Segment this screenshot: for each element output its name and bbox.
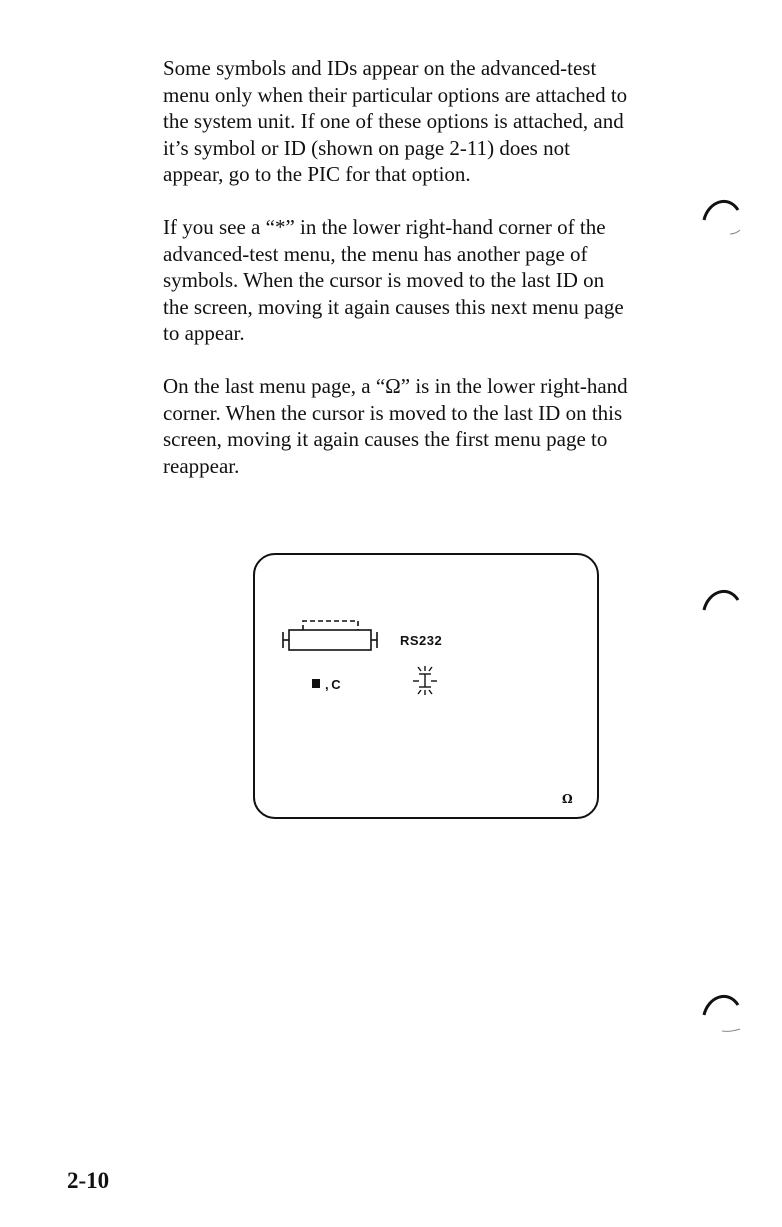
page-marker-omega: Ω [562, 792, 573, 806]
text-line: reappear. [163, 453, 240, 478]
paragraph-options-symbols [163, 55, 723, 188]
text-line: If you see a “*” in the lower right-hand corner of the [163, 215, 606, 239]
text-line: the screen, moving it again causes this next menu page [163, 294, 624, 319]
paragraph-last-page [163, 373, 723, 479]
binder-hole-icon [700, 580, 744, 630]
cursor-sparkle-icon [413, 666, 437, 695]
page-number: 2-10 [67, 1168, 110, 1193]
text-line: corner. When the cursor is moved to the last ID on this [163, 400, 623, 425]
text-line: advanced-test menu, the menu has another page of [163, 241, 588, 266]
paragraph-next-page [163, 214, 723, 347]
text-line: On the last menu page, a “Ω” is in the lower right-hand [163, 374, 628, 398]
text-line: appear, go to the PIC for that option. [163, 162, 471, 186]
serial-adapter-icon [283, 621, 377, 650]
binder-hole-icon [700, 985, 744, 1035]
advanced-test-menu-screen [253, 553, 599, 819]
keyboard-letter: C [331, 677, 341, 692]
binder-hole-icon [700, 190, 744, 240]
text-line: the system unit. If one of these options is attached, and [163, 109, 624, 133]
menu-icons-layer [255, 555, 601, 821]
text-line: symbols. When the cursor is moved to the last ID on [163, 268, 605, 292]
text-line: Some symbols and IDs appear on the advanced-test [163, 56, 597, 80]
keyboard-label: , C [325, 677, 341, 692]
text-line: menu only when their particular options are attached to [163, 82, 628, 107]
text-line: to appear. [163, 321, 245, 345]
serial-port-label: RS232 [400, 633, 443, 648]
text-line: it’s symbol or ID (shown on page 2-11) does not [163, 135, 570, 160]
text-line: screen, moving it again causes the first menu page to [163, 427, 608, 451]
